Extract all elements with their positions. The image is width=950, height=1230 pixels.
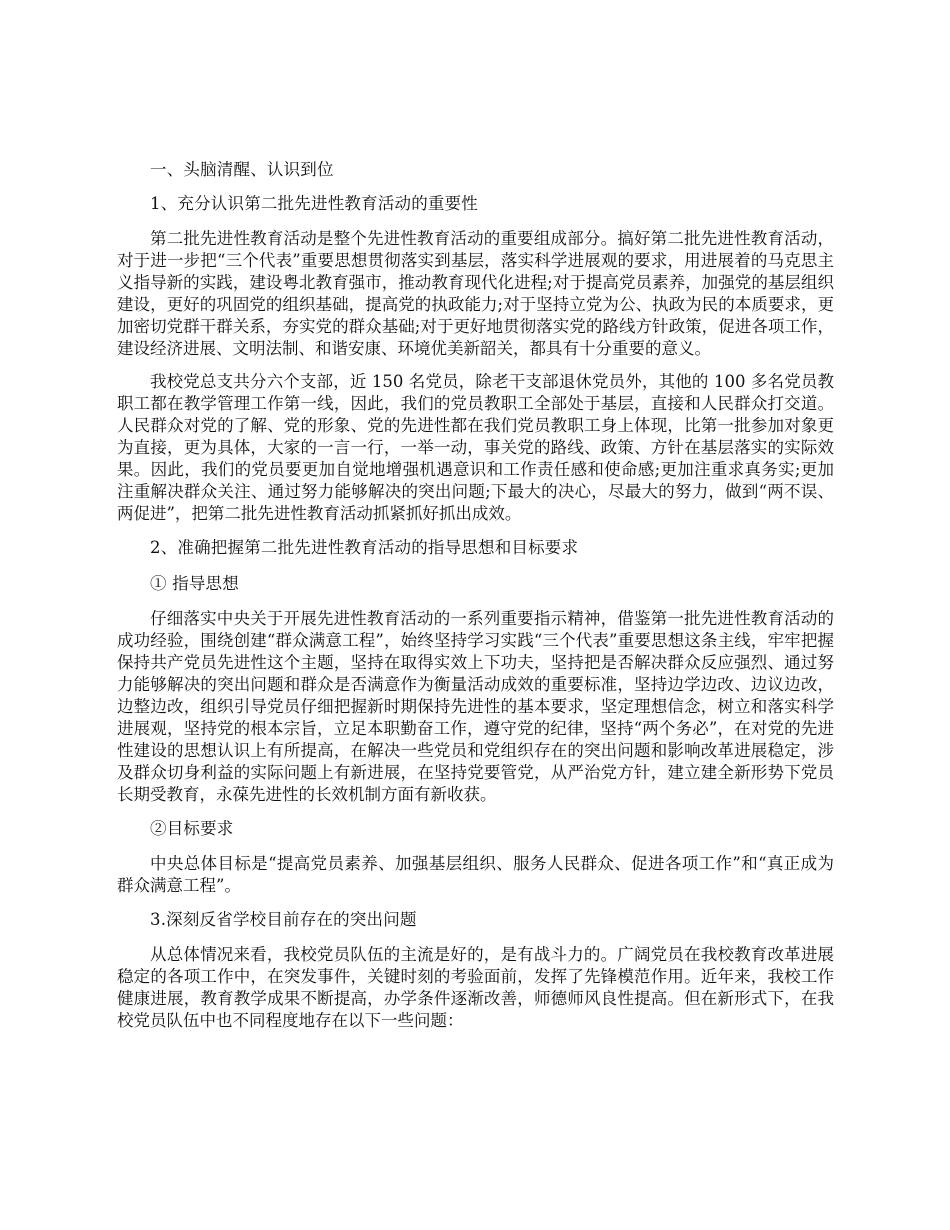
- paragraph-2: 我校党总支共分六个支部，近 150 名党员，除老干支部退休党员外，其他的 100 多名党员教职工都在教学管理工作第一线，因此，我们的党员教职工全部处于基层，直接和人民群众打交道。人民群众对党的了解、党的形象、党的先进性都在我们党员教职工身上体现，比第一批参加对象更为直接，更为具体，大家的一言一行，一举一动，事关党的路线、政策、方针在基层落实的实际效果。因此，我们的党员要更加自觉地增强机遇意识和工作责任感和使命感;更加注重求真务实;更加注重解决群众关注、通过努力能够解决的突出问题;下最大的决心，尽最大的努力，做到“两不误、两促进”，把第二批先进性教育活动抓紧抓好抓出成效。: [117, 372, 834, 523]
- paragraph-3: 仔细落实中央关于开展先进性教育活动的一系列重要指示精神，借鉴第一批先进性教育活动的成功经验，围绕创建“群众满意工程”，始终坚持学习实践“三个代表”重要思想这条主线，牢牢把握保持共产党员先进性这个主题，坚持在取得实效上下功夫，坚持把是否解决群众反应强烈、通过努力能够解决的突出问题和群众是否满意作为衡量活动成效的重要标准，坚持边学边改、边议边改，边整边改，组织引导党员仔细把握新时期保持先进性的基本要求，坚定理想信念，树立和落实科学进展观，坚持党的根本宗旨，立足本职勤奋工作，遵守党的纪律，坚持“两个务必”，在对党的先进性建设的思想认识上有所提高，在解决一些党员和党组织存在的突出问题和影响改革进展稳定，涉及群众切身利益的实际问题上有新进展，在坚持党要管党，从严治党方针，建立建全新形势下党员长期受教育，永葆先进性的长效机制方面有新收获。: [117, 609, 834, 804]
- goal-requirements-title: ②目标要求: [150, 819, 234, 838]
- paragraph-4: 中央总体目标是“提高党员素养、加强基层组织、服务人民群众、促进各项工作”和“真正成为群众满意工程”。: [117, 854, 834, 895]
- guiding-thought-title: ① 指导思想: [150, 574, 239, 593]
- subsection-3-title: 3.深刻反省学校目前存在的突出问题: [150, 910, 417, 929]
- paragraph-5: 从总体情况来看，我校党员队伍的主流是好的，是有战斗力的。广阔党员在我校教育改革进展稳定的各项工作中，在突发事件，关键时刻的考验面前，发挥了先锋模范作用。近年来，我校工作健康进展，教育教学成果不断提高，办学条件逐渐改善，师德师风良性提高。但在新形式下，在我校党员队伍中也不同程度地存在以下一些问题：: [117, 945, 834, 1030]
- paragraph-1: 第二批先进性教育活动是整个先进性教育活动的重要组成部分。搞好第二批先进性教育活动，对于进一步把“三个代表”重要思想贯彻落实到基层，落实科学进展观的要求，用进展着的马克思主义指导新的实践，建设粤北教育强市，推动教育现代化进程;对于提高党员素养，加强党的基层组织建设，更好的巩固党的组织基础，提高党的执政能力;对于坚持立党为公、执政为民的本质要求，更加密切党群干群关系，夯实党的群众基础;对于更好地贯彻落实党的路线方针政策，促进各项工作，建设经济进展、文明法制、和谐安康、环境优美新韶关，都具有十分重要的意义。: [117, 229, 834, 358]
- section-1-title: 一、头脑清醒、认识到位: [150, 160, 334, 179]
- subsection-1-title: 1、充分认识第二批先进性教育活动的重要性: [150, 194, 478, 213]
- subsection-2-title: 2、准确把握第二批先进性教育活动的指导思想和目标要求: [150, 538, 579, 557]
